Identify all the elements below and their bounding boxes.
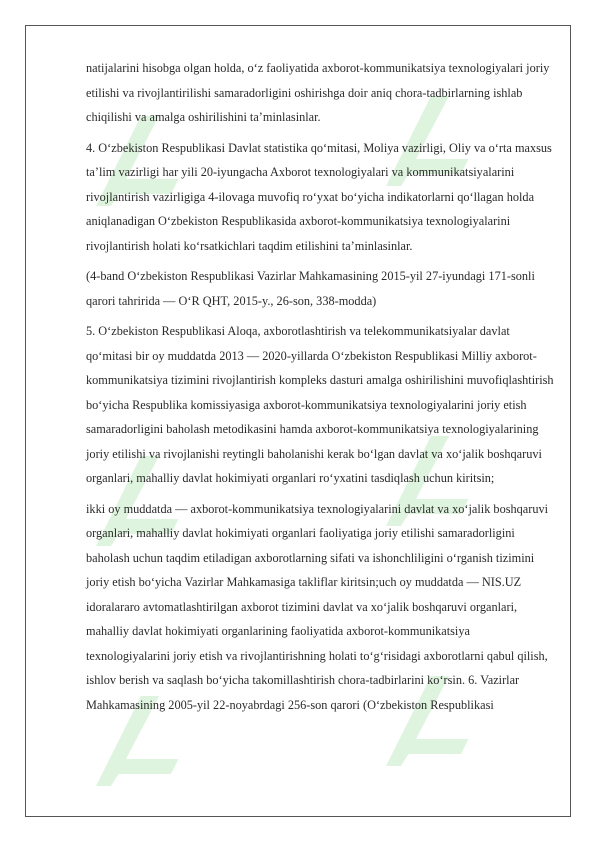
document-page (25, 25, 571, 817)
paragraph: ikki oy muddatda — axborot-kommunikatsiya texnologiyalarini davlat va xoʻjalik boshqaruvi organlari, mahalliy davlat hokimiyati organlari faoliyatiga joriy etilishi samaradorligini baholash uchun taqdim etiladigan axborotlarning sifati va ishonchliligini oʻrganish tizimini joriy etish boʻyicha Vazirlar Mahkamasiga takliflar kiritsin;uch oy muddatda — NIS.UZ idoralararo avtomatlashtirilgan axborot tizimini davlat va xoʻjalik boshqaruvi organlari, mahalliy davlat hokimiyati organlarining faoliyatida axborot-kommunikatsiya texnologiyalarini joriy etish va rivojlantirishning holati toʻgʻrisidagi axborotlarni qabul qilish, ishlov berish va saqlash boʻyicha takomillashtirish chora-tadbirlarini koʻrsin. 6. Vazirlar Mahkamasining 2005-yil 22-noyabrdagi 256-son qarori (Oʻzbekiston Respublikasi (86, 501, 549, 712)
paragraph: 4. Oʻzbekiston Respublikasi Davlat statistika qoʻmitasi, Moliya vazirligi, Oliy va oʻrta maxsus taʼlim vazirligi har yili 20-iyungacha Axborot texnologiyalari va kommunikatsiyalarini rivojlantirish vazirligiga 4-ilovaga muvofiq roʻyxat boʻyicha indikatorlarni qoʻllagan holda aniqlanadigan Oʻzbekiston Respublikasida axborot-kommunikatsiya texnologiyalarini rivojlantirish holati koʻrsatkichlari taqdim etilishini taʼminlasinlar. (86, 140, 552, 253)
document-body (86, 56, 554, 723)
paragraph: 5. Oʻzbekiston Respublikasi Aloqa, axborotlashtirish va telekommunikatsiyalar davlat qoʻmitasi bir oy muddatda 2013 — 2020-yillarda Oʻzbekiston Respublikasi Milliy axborot-kommunikatsiya tizimini rivojlantirish kompleks dasturi amalga oshirilishini muvofiqlashtirish boʻyicha Respublika komissiyasiga axborot-kommunikatsiya texnologiyalarini joriy etish samaradorligini baholash metodikasini hamda axborot-kommunikatsiya texnologiyalarining joriy etilishi va rivojlanishi reytingli baholanishi kerak boʻlgan davlat va xoʻjalik boshqaruvi organlari, mahalliy davlat hokimiyati organlari roʻyxatini tasdiqlash uchun kiritsin; (86, 324, 554, 485)
paragraph: natijalarini hisobga olgan holda, oʻz faoliyatida axborot-kommunikatsiya texnologiyalari joriy etilishi va rivojlantirilishi samaradorligini oshirishga doir aniq chora-tadbirlarning ishlab chiqilishi va amalga oshirilishini taʼminlasinlar. (86, 61, 550, 124)
paragraph: (4-band Oʻzbekiston Respublikasi Vazirlar Mahkamasining 2015-yil 27-iyundagi 171-sonli qarori tahririda — OʻR QHT, 2015-y., 26-son, 338-modda) (86, 269, 535, 308)
